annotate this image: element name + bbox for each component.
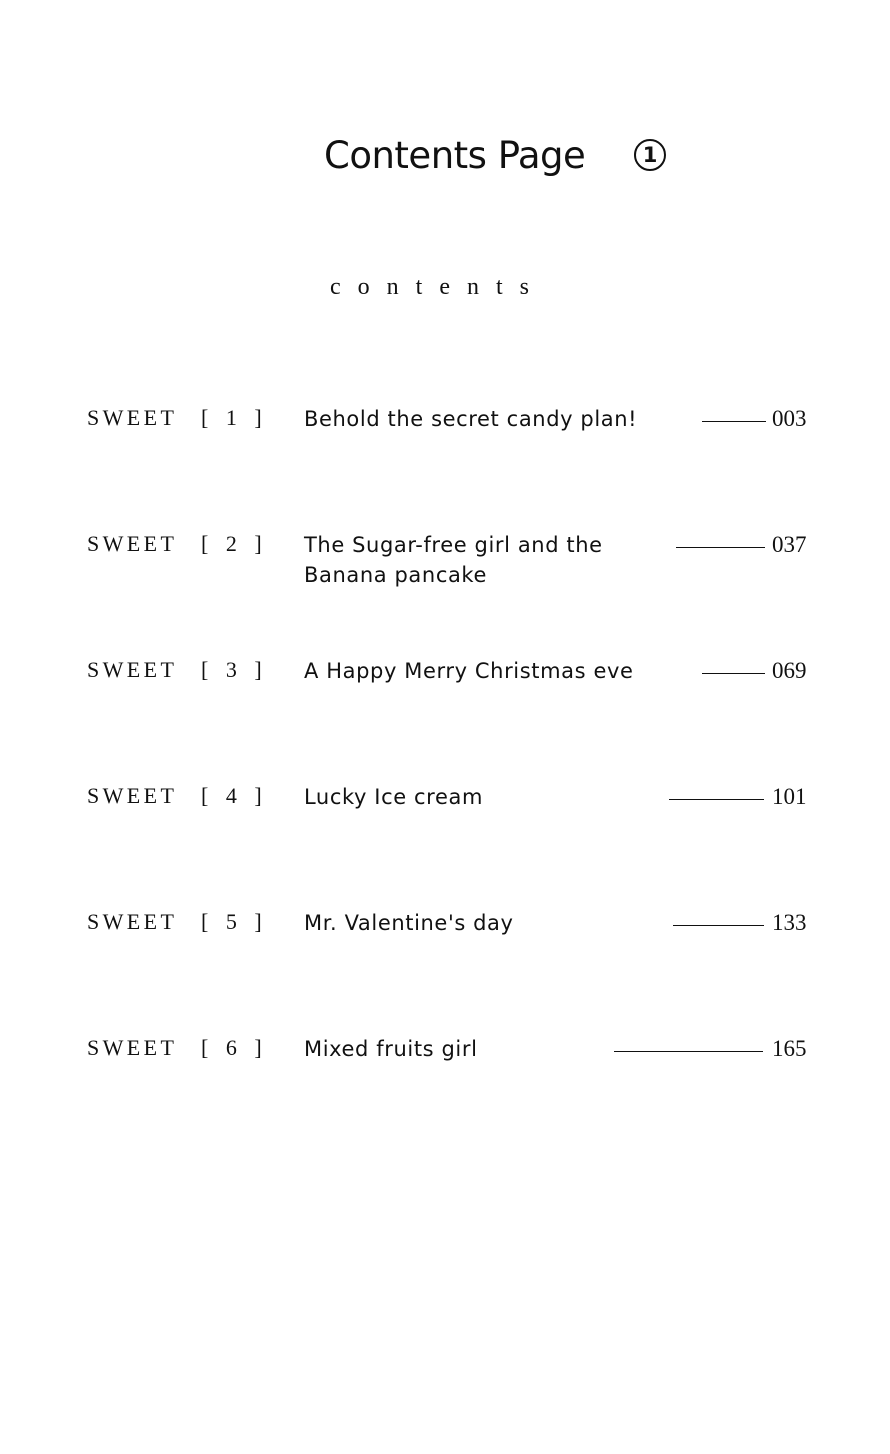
entry-label: SWEET: [87, 405, 178, 430]
entry-title: A Happy Merry Christmas eve: [304, 659, 634, 683]
entry-page-number: 037: [772, 532, 807, 557]
entry-title: The Sugar-free girl and the Banana pancake: [304, 533, 603, 587]
entry-label: SWEET: [87, 531, 178, 556]
leader-line: [676, 547, 765, 548]
entry-label: SWEET: [87, 783, 178, 808]
toc-entry[interactable]: [0, 909, 890, 969]
volume-number-badge: 1: [634, 139, 666, 171]
toc-entry[interactable]: [0, 1035, 890, 1095]
entry-title: Mixed fruits girl: [304, 1037, 478, 1061]
leader-line: [673, 925, 764, 926]
page-title: Contents Page: [324, 134, 586, 177]
entry-title: Mr. Valentine's day: [304, 911, 514, 935]
toc-entry[interactable]: [0, 405, 890, 465]
entry-title: Behold the secret candy plan!: [304, 407, 638, 431]
entry-number: [ 3 ]: [201, 657, 268, 682]
entry-page-number: 101: [772, 784, 807, 809]
toc-entry[interactable]: [0, 783, 890, 843]
entry-page-number: 069: [772, 658, 807, 683]
entry-number: [ 6 ]: [201, 1035, 268, 1060]
entry-title: Lucky Ice cream: [304, 785, 483, 809]
toc-entry[interactable]: [0, 657, 890, 717]
entry-page-number: 003: [772, 406, 807, 431]
toc-entry[interactable]: [0, 531, 890, 591]
entry-page-number: 165: [772, 1036, 807, 1061]
leader-line: [614, 1051, 763, 1052]
leader-line: [669, 799, 764, 800]
entry-page-number: 133: [772, 910, 807, 935]
entry-number: [ 1 ]: [201, 405, 268, 430]
entry-label: SWEET: [87, 909, 178, 934]
leader-line: [702, 673, 765, 674]
contents-subtitle: contents: [330, 274, 546, 300]
entry-label: SWEET: [87, 1035, 178, 1060]
entry-number: [ 5 ]: [201, 909, 268, 934]
entry-number: [ 4 ]: [201, 783, 268, 808]
entry-label: SWEET: [87, 657, 178, 682]
leader-line: [702, 421, 766, 422]
entry-number: [ 2 ]: [201, 531, 268, 556]
